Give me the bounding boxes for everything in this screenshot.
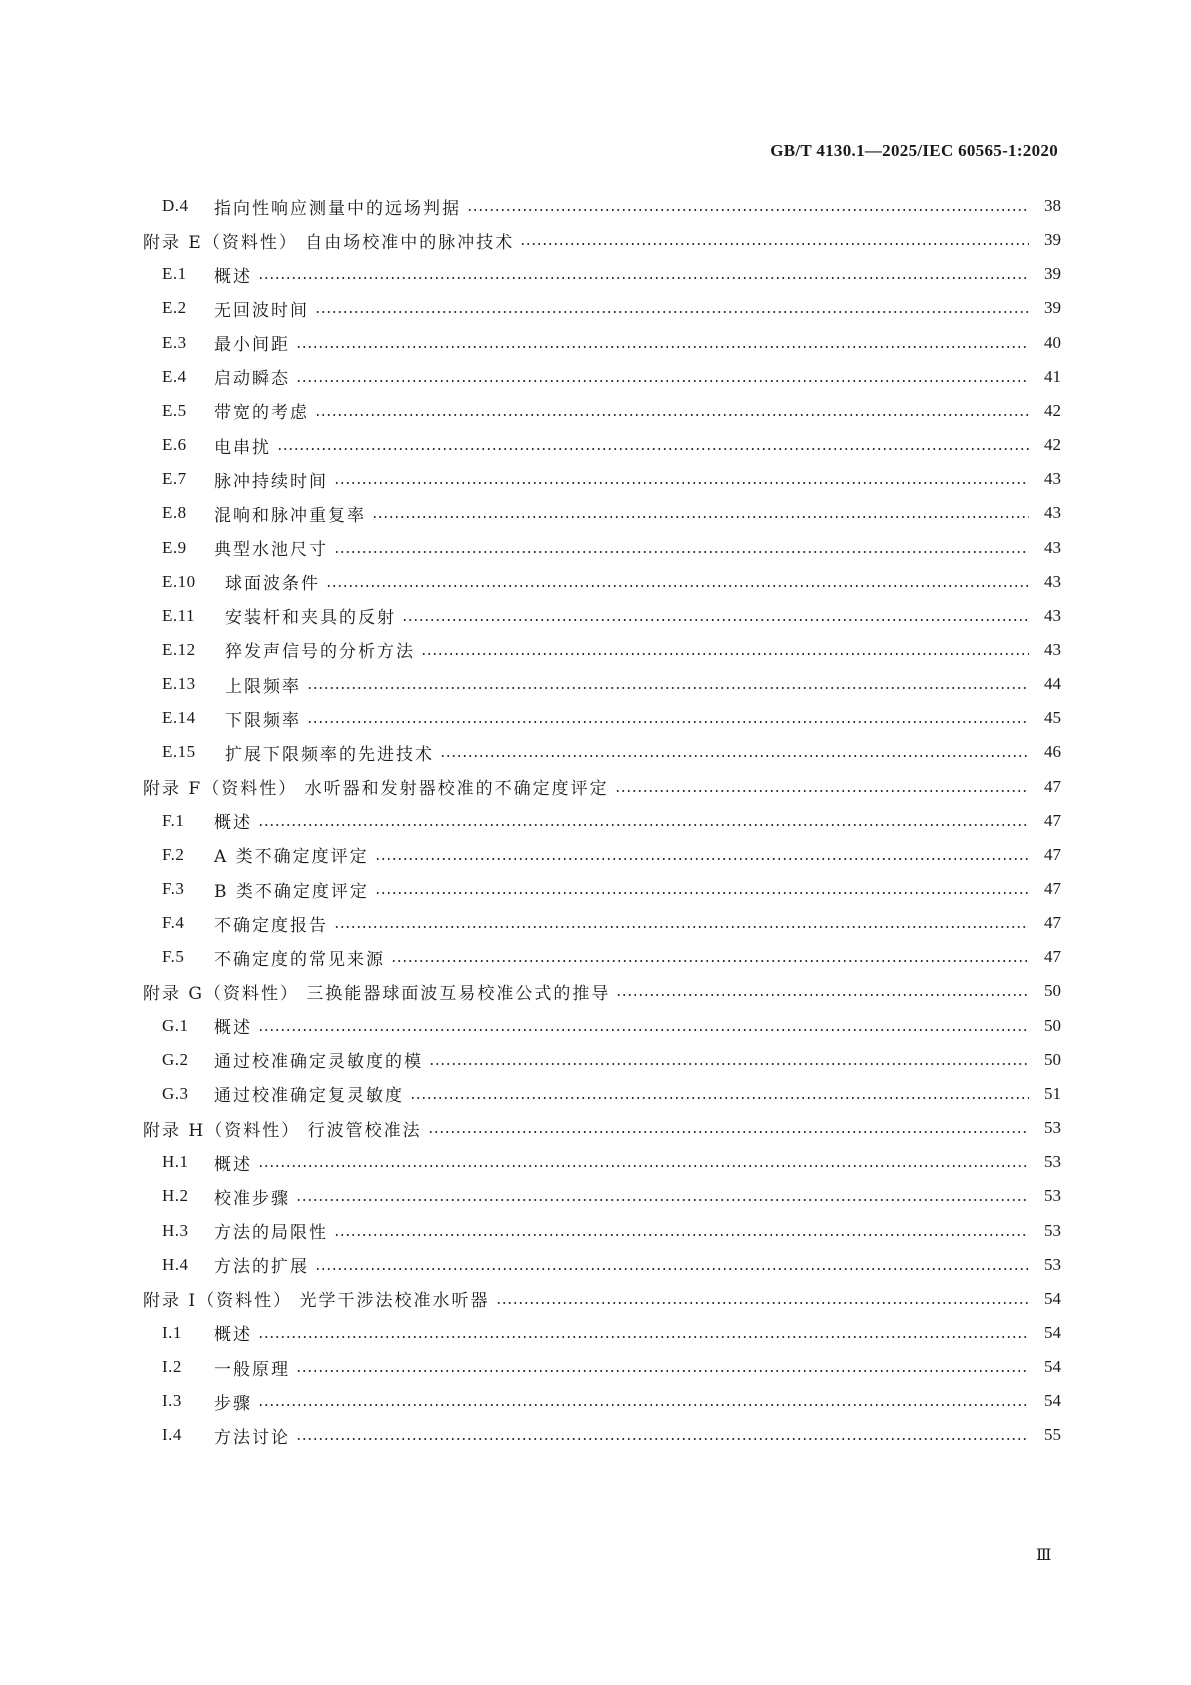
toc-entry-number: E.5	[162, 400, 187, 420]
dot-leader	[258, 1336, 1029, 1338]
toc-page-number: 40	[1044, 332, 1061, 352]
toc-entry-number: F.4	[162, 913, 185, 933]
toc-entry-title: 步骤	[214, 1393, 252, 1414]
toc-section-entry[interactable]	[0, 1079, 1191, 1109]
dot-leader	[429, 1063, 1029, 1065]
toc-page-number: 47	[1044, 844, 1061, 864]
toc-page-number: 43	[1044, 571, 1061, 591]
toc-section-entry[interactable]	[0, 430, 1191, 460]
dot-leader	[307, 687, 1029, 689]
dot-leader	[334, 482, 1029, 484]
toc-section-entry[interactable]	[0, 1216, 1191, 1246]
toc-entry-title: 启动瞬态	[214, 369, 290, 390]
toc-page-number: 55	[1044, 1425, 1061, 1445]
toc-entry-title: 球面波条件	[225, 574, 320, 595]
toc-entry-title: 概述	[214, 813, 252, 834]
toc-entry-title: 带宽的考虑	[214, 403, 309, 424]
dot-leader	[277, 448, 1029, 450]
toc-entry-title: 指向性响应测量中的远场判据	[214, 198, 461, 219]
toc-section-entry[interactable]	[0, 601, 1191, 631]
dot-leader	[440, 755, 1029, 757]
dot-leader	[615, 790, 1029, 792]
toc-entry-title: 脉冲持续时间	[214, 471, 328, 492]
toc-section-entry[interactable]	[0, 464, 1191, 494]
toc-entry-number: I.2	[162, 1357, 182, 1377]
toc-entry-title: 校准步骤	[214, 1188, 290, 1209]
dot-leader	[402, 619, 1029, 621]
page-number: Ⅲ	[1036, 1547, 1051, 1564]
toc-page-number: 45	[1044, 708, 1061, 728]
toc-page-number: 43	[1044, 537, 1061, 557]
toc-entry-number: G.1	[162, 1015, 189, 1035]
toc-entry-number: F.5	[162, 947, 185, 967]
toc-page-number: 53	[1044, 1152, 1061, 1172]
dot-leader	[296, 1438, 1029, 1440]
toc-entry-title: 附录 H（资料性） 行波管校准法	[143, 1120, 422, 1141]
toc-section-entry[interactable]	[0, 806, 1191, 836]
dot-leader	[421, 653, 1029, 655]
toc-section-entry[interactable]	[0, 1250, 1191, 1280]
dot-leader	[496, 1302, 1029, 1304]
toc-entry-number: E.2	[162, 298, 187, 318]
toc-entry-title: 附录 G（资料性） 三换能器球面波互易校准公式的推导	[143, 983, 611, 1004]
toc-appendix-entry[interactable]	[0, 1113, 1191, 1143]
toc-entry-title: 安装杆和夹具的反射	[225, 608, 396, 629]
dot-leader	[326, 585, 1029, 587]
toc-entry-number: E.3	[162, 332, 187, 352]
toc-section-entry[interactable]	[0, 533, 1191, 563]
dot-leader	[296, 380, 1029, 382]
dot-leader	[616, 994, 1029, 996]
toc-entry-number: D.4	[162, 196, 189, 215]
toc-entry-title: 附录 F（资料性） 水听器和发射器校准的不确定度评定	[143, 779, 609, 800]
toc-entry-number: I.1	[162, 1322, 182, 1342]
toc-entry-number: E.12	[162, 639, 196, 659]
toc-section-entry[interactable]	[0, 703, 1191, 733]
toc-page-number: 38	[1044, 196, 1061, 215]
dot-leader	[258, 1029, 1029, 1031]
toc-entry-title: 上限频率	[225, 676, 301, 697]
toc-appendix-entry[interactable]	[0, 225, 1191, 255]
toc-entry-number: E.8	[162, 503, 187, 523]
toc-section-entry[interactable]	[0, 1181, 1191, 1211]
toc-entry-number: H.4	[162, 1254, 189, 1274]
toc-page-number: 54	[1044, 1391, 1061, 1411]
dot-leader	[410, 1097, 1029, 1099]
toc-entry-title: 不确定度的常见来源	[214, 949, 385, 970]
toc-section-entry[interactable]	[0, 1420, 1191, 1450]
dot-leader	[315, 1268, 1029, 1270]
toc-section-entry[interactable]	[0, 567, 1191, 597]
toc-entry-title: 电串扰	[214, 437, 271, 458]
toc-entry-title: 混响和脉冲重复率	[214, 505, 366, 526]
toc-page-number: 54	[1044, 1288, 1061, 1308]
toc-page-number: 47	[1044, 947, 1061, 967]
dot-leader	[296, 346, 1029, 348]
toc-appendix-entry[interactable]	[0, 772, 1191, 802]
toc-page-number: 42	[1044, 400, 1061, 420]
toc-appendix-entry[interactable]	[0, 976, 1191, 1006]
toc-entry-number: G.2	[162, 1049, 189, 1069]
dot-leader	[375, 858, 1029, 860]
toc-entry-title: 附录 E（资料性） 自由场校准中的脉冲技术	[143, 232, 515, 253]
toc-entry-title: 概述	[214, 1154, 252, 1175]
toc-entry-title: 方法的扩展	[214, 1257, 309, 1278]
toc-page-number: 39	[1044, 298, 1061, 318]
toc-appendix-entry[interactable]	[0, 1284, 1191, 1314]
toc-entry-title: 方法的局限性	[214, 1223, 328, 1243]
toc-page-number: 53	[1044, 1118, 1061, 1138]
toc-entry-number: H.3	[162, 1220, 189, 1240]
toc-entry-number: E.6	[162, 435, 187, 455]
dot-leader	[258, 277, 1029, 279]
toc-section-entry[interactable]	[0, 737, 1191, 767]
toc-section-entry[interactable]	[0, 1147, 1191, 1177]
toc-entry-title: 一般原理	[214, 1359, 290, 1380]
toc-entry-number: F.1	[162, 810, 185, 830]
toc-page-number: 54	[1044, 1357, 1061, 1377]
toc-entry-title: 概述	[214, 1018, 252, 1039]
toc-page-number: 53	[1044, 1254, 1061, 1274]
toc-entry-number: G.3	[162, 1083, 189, 1103]
toc-entry-title: 概述	[214, 266, 252, 287]
dot-leader	[391, 960, 1029, 962]
dot-leader	[520, 243, 1029, 245]
toc-page-number: 42	[1044, 435, 1061, 455]
toc-section-entry[interactable]	[0, 396, 1191, 426]
toc-entry-number: H.2	[162, 1186, 189, 1206]
toc-page-number: 53	[1044, 1220, 1061, 1240]
toc-section-entry[interactable]	[0, 908, 1191, 938]
toc-entry-title: 通过校准确定灵敏度的模	[214, 1052, 423, 1073]
dot-leader	[258, 1165, 1029, 1167]
toc-entry-number: E.10	[162, 571, 196, 591]
toc-page-number: 46	[1044, 742, 1061, 762]
toc-page-number: 39	[1044, 264, 1061, 284]
toc-section-entry[interactable]	[0, 1386, 1191, 1416]
toc-entry-number: E.1	[162, 264, 187, 284]
toc-entry-number: E.14	[162, 708, 196, 728]
toc-entry-number: I.4	[162, 1425, 182, 1445]
toc-section-entry[interactable]	[0, 1045, 1191, 1075]
toc-entry-title: 扩展下限频率的先进技术	[225, 744, 434, 765]
toc-page-number: 47	[1044, 776, 1061, 796]
toc-entry-title: 下限频率	[225, 710, 301, 731]
toc-page-number: 47	[1044, 879, 1061, 898]
toc-page-number: 47	[1044, 810, 1061, 830]
dot-leader	[258, 824, 1029, 826]
dot-leader	[375, 892, 1029, 894]
toc-page-number: 53	[1044, 1186, 1061, 1206]
toc-section-entry[interactable]	[0, 293, 1191, 323]
toc-page-number: 51	[1044, 1083, 1061, 1103]
toc-section-entry[interactable]	[0, 191, 1191, 221]
toc-entry-title: 方法讨论	[214, 1427, 290, 1448]
toc-section-entry[interactable]	[0, 1352, 1191, 1382]
dot-leader	[334, 551, 1029, 553]
toc-entry-number: E.7	[162, 469, 187, 489]
toc-entry-number: E.15	[162, 742, 196, 762]
toc-page-number: 43	[1044, 469, 1061, 489]
dot-leader	[315, 311, 1029, 313]
toc-entry-title: 猝发声信号的分析方法	[225, 642, 415, 663]
toc-section-entry[interactable]	[0, 669, 1191, 699]
dot-leader	[372, 516, 1029, 518]
dot-leader	[307, 721, 1029, 723]
dot-leader	[334, 926, 1029, 928]
toc-entry-title: B 类不确定度评定	[214, 881, 369, 902]
toc-page-number: 44	[1044, 674, 1061, 694]
toc-entry-title: 通过校准确定复灵敏度	[214, 1086, 404, 1107]
toc-entry-number: E.13	[162, 674, 196, 694]
toc-section-entry[interactable]	[0, 942, 1191, 972]
dot-leader	[296, 1370, 1029, 1372]
dot-leader	[467, 209, 1029, 211]
toc-page-number: 50	[1044, 1015, 1061, 1035]
dot-leader	[315, 414, 1029, 416]
toc-entry-number: E.4	[162, 366, 187, 386]
toc-entry-number: F.2	[162, 844, 185, 864]
toc-page-number: 50	[1044, 981, 1061, 1001]
dot-leader	[296, 1199, 1029, 1201]
toc-page-number: 43	[1044, 503, 1061, 523]
toc-entry-title: 无回波时间	[214, 300, 309, 321]
toc-entry-title: 概述	[214, 1325, 252, 1346]
toc-section-entry[interactable]	[0, 840, 1191, 870]
toc-section-entry[interactable]	[0, 498, 1191, 528]
toc-page-number: 43	[1044, 605, 1061, 625]
toc-section-entry[interactable]	[0, 1011, 1191, 1041]
dot-leader	[258, 1404, 1029, 1406]
document-header: GB/T 4130.1—2025/IEC 60565-1:2020	[770, 141, 1058, 160]
toc-section-entry[interactable]	[0, 362, 1191, 392]
toc-section-entry[interactable]	[0, 874, 1191, 904]
dot-leader	[428, 1131, 1029, 1133]
toc-entry-title: 不确定度报告	[214, 915, 328, 936]
toc-section-entry[interactable]	[0, 1318, 1191, 1348]
toc-entry-number: H.1	[162, 1152, 189, 1172]
toc-page-number: 43	[1044, 639, 1061, 659]
toc-page-number: 47	[1044, 913, 1061, 933]
toc-entry-title: A 类不确定度评定	[214, 847, 369, 868]
toc-section-entry[interactable]	[0, 635, 1191, 665]
toc-section-entry[interactable]	[0, 259, 1191, 289]
toc-entry-title: 典型水池尺寸	[214, 540, 328, 560]
toc-page-number: 39	[1044, 230, 1061, 250]
toc-entry-title: 最小间距	[214, 335, 290, 356]
toc-entry-number: E.11	[162, 605, 196, 625]
toc-page-number: 41	[1044, 366, 1061, 386]
toc-page-number: 50	[1044, 1049, 1061, 1069]
toc-entry-number: F.3	[162, 879, 185, 898]
dot-leader	[334, 1234, 1029, 1236]
toc-page-number: 54	[1044, 1322, 1061, 1342]
toc-section-entry[interactable]	[0, 328, 1191, 358]
toc-entry-number: E.9	[162, 537, 187, 557]
toc-entry-number: I.3	[162, 1391, 182, 1411]
toc-entry-title: 附录 I（资料性） 光学干涉法校准水听器	[143, 1291, 490, 1312]
